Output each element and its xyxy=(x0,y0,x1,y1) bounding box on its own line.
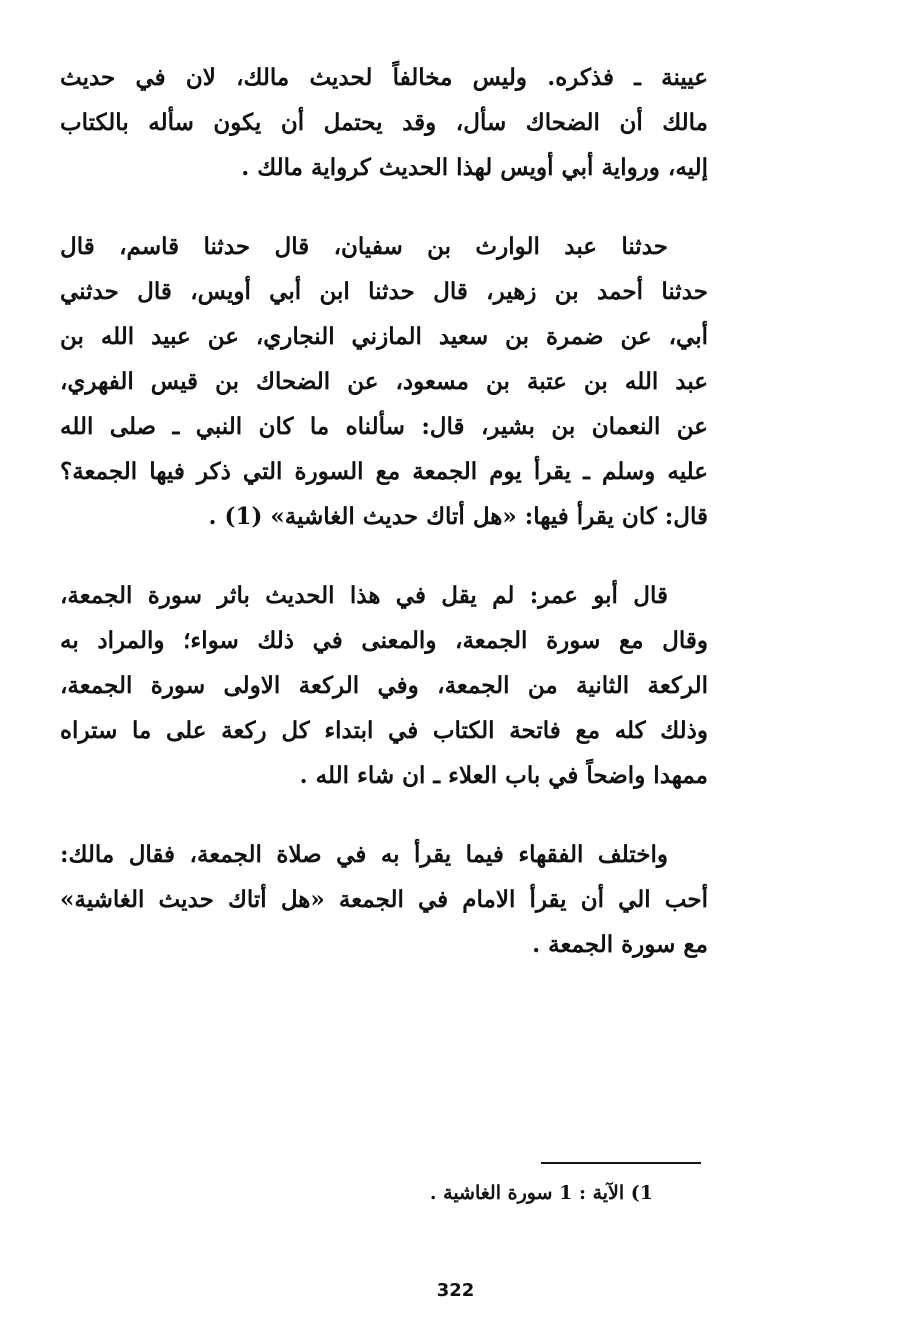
text-line: ممهدا واضحاً في باب العلاء ـ ان شاء الله . xyxy=(299,762,708,789)
footnote-divider xyxy=(541,1162,701,1164)
text-line: حدثنا أحمد بن زهير، قال حدثنا ابن أبي أويس، قال حدثني xyxy=(60,278,708,305)
text-line: قال أبو عمر: لم يقل في هذا الحديث باثر سورة الجمعة، xyxy=(60,582,668,609)
text-line: أحب الي أن يقرأ الامام في الجمعة «هل أتاك حديث الغاشية» xyxy=(60,886,708,913)
text-line: الركعة الثانية من الجمعة، وفي الركعة الاولى سورة الجمعة، xyxy=(60,672,708,699)
text-line: أبي، عن ضمرة بن سعيد المازني النجاري، عن عبيد الله بن xyxy=(60,323,708,350)
text-line: وذلك كله مع فاتحة الكتاب في ابتداء كل ركعة على ما ستراه xyxy=(60,717,708,744)
page-body xyxy=(60,55,708,967)
footnote: 1) الآية : 1 سورة الغاشية . xyxy=(429,1182,653,1204)
paragraph-4 xyxy=(60,832,708,967)
page-number: 322 xyxy=(436,1280,475,1301)
paragraph-1 xyxy=(60,55,708,190)
text-line: عليه وسلم ـ يقرأ يوم الجمعة مع السورة التي ذكر فيها الجمعة؟ xyxy=(60,458,708,485)
text-line: عيينة ـ فذكره. وليس مخالفاً لحديث مالك، لان في حديث xyxy=(60,64,708,91)
text-line: وقال مع سورة الجمعة، والمعنى في ذلك سواء؛ والمراد به xyxy=(60,627,708,654)
text-line: حدثنا عبد الوارث بن سفيان، قال حدثنا قاسم، قال xyxy=(60,233,668,260)
text-line: مع سورة الجمعة . xyxy=(532,931,708,958)
text-line: قال: كان يقرأ فيها: «هل أتاك حديث الغاشية» (1) . xyxy=(208,503,708,530)
paragraph-3 xyxy=(60,573,708,798)
text-line: عبد الله بن عتبة بن مسعود، عن الضحاك بن قيس الفهري، xyxy=(60,368,708,395)
text-line: واختلف الفقهاء فيما يقرأ به في صلاة الجمعة، فقال مالك: xyxy=(60,841,668,868)
paragraph-2 xyxy=(60,224,708,539)
text-line: إليه، ورواية أبي أويس لهذا الحديث كرواية مالك . xyxy=(241,154,708,181)
text-line: مالك أن الضحاك سأل، وقد يحتمل أن يكون سأله بالكتاب xyxy=(60,109,708,136)
text-line: عن النعمان بن بشير، قال: سألناه ما كان النبي ـ صلى الله xyxy=(60,413,708,440)
